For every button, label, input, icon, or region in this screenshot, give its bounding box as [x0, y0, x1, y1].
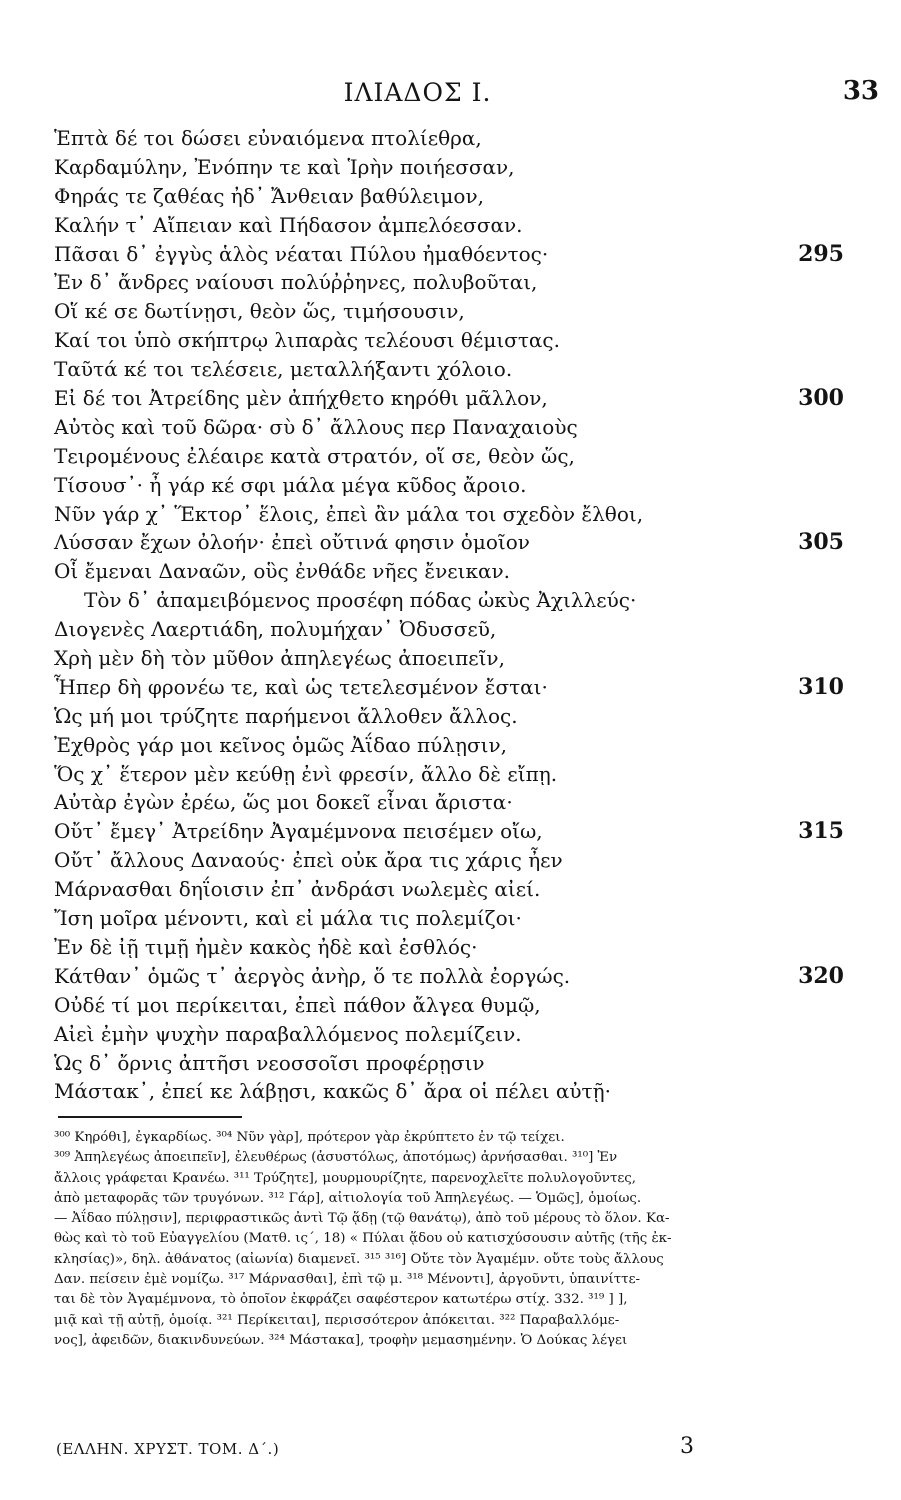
verse-line — [54, 644, 844, 673]
running-title: ΙΛΙΑΔΟΣ Ι. — [343, 78, 492, 107]
verse-text: Νῦν γάρ χ᾽ Ἕκτορ᾽ ἕλοις, ἐπεὶ ἂν μάλα τοι σχεδὸν ἔλθοι, — [54, 501, 644, 526]
line-number: 295 — [798, 240, 844, 267]
verse-line — [54, 557, 844, 586]
verse-line — [54, 326, 844, 355]
footnote-line: μιᾷ καὶ τῇ αὐτῇ, ὁμοίᾳ. ³²¹ Περίκειται], περισσότερον ἀπόκειται. ³²² Παραβαλλόμε- — [54, 1312, 620, 1328]
verse-line — [54, 1077, 844, 1106]
verse-line — [54, 124, 844, 153]
verse-text: Τὸν δ᾽ ἀπαμειβόμενος προσέφη πόδας ὠκὺς Ἀχιλλεύς· — [84, 588, 637, 613]
verse-text: Τίσουσ᾽· ἦ γάρ κέ σφι μάλα μέγα κῦδος ἄροιο. — [54, 472, 527, 497]
footnote-line: — Ἀΐδαο πύλῃσιν], περιφραστικῶς ἀντὶ Τῷ ᾅδῃ (τῷ θανάτῳ), ἀπὸ τοῦ μέρους τὸ ὅλον. Κα- — [54, 1211, 670, 1227]
verse-text: Πᾶσαι δ᾽ ἐγγὺς ἁλὸς νέαται Πύλου ἠμαθόεντος· — [54, 241, 549, 266]
verse-line — [54, 153, 844, 182]
verse-line — [54, 1020, 844, 1049]
verse-text: Ἑπτὰ δέ τοι δώσει εὐναιόμενα πτολίεθρα, — [54, 126, 482, 150]
verse-line — [54, 991, 844, 1020]
verse-text: Ἐν δὲ ἰῇ τιμῇ ἠμὲν κακὸς ἠδὲ καὶ ἐσθλός· — [54, 934, 478, 959]
line-number: 305 — [798, 529, 844, 556]
verse-line — [54, 500, 844, 529]
footnote-line: θὼς καὶ τὸ τοῦ Εὐαγγελίου (Ματθ. ις´, 18) « Πύλαι ᾅδου οὐ κατισχύσουσιν αὐτῆς (τῆς ἐκ- — [54, 1231, 672, 1247]
verse-line — [54, 702, 844, 731]
verse-text: Ἧπερ δὴ φρονέω τε, καὶ ὡς τετελεσμένον ἔσται· — [54, 674, 548, 699]
line-number: 300 — [798, 385, 844, 412]
verse-line — [54, 268, 844, 297]
footnote-line: ἄλλοις γράφεται Κρανέω. ³¹¹ Τρύζητε], μουρμουρίζητε, παρενοχλεῖτε πολυλογοῦντες, — [54, 1170, 637, 1186]
verse-text: Ἴση μοῖρα μένοντι, καὶ εἰ μάλα τις πολεμίζοι· — [54, 906, 522, 931]
verse-text: Καί τοι ὑπὸ σκήπτρῳ λιπαρὰς τελέουσι θέμιστας. — [54, 328, 560, 353]
printer-signature: (ΕΛΛΗΝ. ΧΡΥΣΤ. ΤΟΜ. Δ´.) — [56, 1440, 280, 1458]
verse-block — [54, 124, 844, 1106]
verse-line — [54, 615, 844, 644]
footnotes — [54, 1128, 850, 1351]
signature-mark: 3 — [680, 1434, 694, 1459]
verse-text: Αὐτὸς καὶ τοῦ δῶρα· σὺ δ᾽ ἄλλους περ Παναχαιοὺς — [54, 414, 578, 439]
footnote-line: ³⁰⁰ Κηρόθι], ἐγκαρδίως. ³⁰⁴ Νῦν γὰρ], πρότερον γὰρ ἐκρύπτετο ἐν τῷ τείχει. — [54, 1130, 565, 1145]
footnote-line: ³⁰⁹ Ἀπηλεγέως ἀποειπεῖν], ἐλευθέρως (ἀσυστόλως, ἀποτόμως) ἀρνήσασθαι. ³¹⁰] Ἐν — [54, 1150, 618, 1166]
verse-text: Διογενὲς Λαερτιάδη, πολυμήχαν᾽ Ὀδυσσεῦ, — [54, 617, 497, 642]
verse-text: Οἷ ἔμεναι Δαναῶν, οὓς ἐνθάδε νῆες ἔνεικαν. — [54, 559, 510, 584]
verse-line — [54, 817, 844, 846]
verse-text: Ἐν δ᾽ ἄνδρες ναίουσι πολύῤῥηνες, πολυβοῦται, — [54, 270, 538, 295]
verse-line — [54, 413, 844, 442]
footnote-line: ται δὲ τὸν Ἀγαμέμνονα, τὸ ὁποῖον ἐκφράζει σαφέστερον κατωτέρω στίχ. 332. ³¹⁹ ] ], — [54, 1292, 628, 1308]
verse-text: Μάστακ᾽, ἐπεί κε λάβῃσι, κακῶς δ᾽ ἄρα οἱ πέλει αὐτῇ· — [54, 1079, 611, 1104]
verse-text: Εἰ δέ τοι Ἀτρείδης μὲν ἀπήχθετο κηρόθι μᾶλλον, — [54, 386, 548, 411]
verse-line — [54, 355, 844, 384]
page-header — [52, 72, 879, 112]
verse-text: Καρδαμύλην, Ἐνόπην τε καὶ Ἱρὴν ποιήεσσαν, — [54, 154, 515, 179]
footnote-line: Δαν. πείσειν ἐμὲ νομίζω. ³¹⁷ Μάρνασθαι], ἐπὶ τῷ μ. ³¹⁸ Μένοντι], ἀργοῦντι, ὑπαινίττε- — [54, 1272, 641, 1288]
verse-line — [54, 904, 844, 933]
verse-text: Οὐδέ τί μοι περίκειται, ἐπεὶ πάθον ἄλγεα θυμῷ, — [54, 992, 541, 1017]
verse-line — [54, 297, 844, 326]
verse-line — [54, 240, 844, 269]
line-number: 320 — [798, 962, 844, 989]
verse-text: Ὡς μή μοι τρύζητε παρήμενοι ἄλλοθεν ἄλλος. — [54, 703, 518, 728]
verse-text: Ταῦτά κέ τοι τελέσειε, μεταλλήξαντι χόλοιο. — [54, 357, 513, 382]
verse-text: Λύσσαν ἔχων ὀλοήν· ἐπεὶ οὔτινά φησιν ὁμοῖον — [54, 530, 530, 555]
verse-line — [54, 586, 844, 615]
verse-line — [54, 384, 844, 413]
verse-line — [54, 760, 844, 789]
verse-text: Φηράς τε ζαθέας ἠδ᾽ Ἄνθειαν βαθύλειμον, — [54, 183, 484, 208]
verse-text: Μάρνασθαι δηΐοισιν ἐπ᾽ ἀνδράσι νωλεμὲς αἰεί. — [54, 877, 541, 902]
verse-line — [54, 788, 844, 817]
footnote-line: νος], ἀφειδῶν, διακινδυνεύων. ³²⁴ Μάστακα], τροφὴν μεμασημένην. Ὁ Δούκας λέγει — [54, 1332, 628, 1348]
verse-text: Ἐχθρὸς γάρ μοι κεῖνος ὁμῶς Ἀΐδαο πύλῃσιν, — [54, 732, 507, 757]
line-number: 315 — [798, 818, 844, 845]
verse-text: Ὡς δ᾽ ὄρνις ἀπτῆσι νεοσσοῖσι προφέρῃσιν — [54, 1050, 485, 1075]
verse-line — [54, 528, 844, 557]
line-number: 310 — [798, 673, 844, 700]
verse-text: Ὅς χ᾽ ἕτερον μὲν κεύθῃ ἐνὶ φρεσίν, ἄλλο δὲ εἴπῃ. — [54, 761, 558, 786]
verse-line — [54, 731, 844, 760]
verse-line — [54, 933, 844, 962]
verse-line — [54, 875, 844, 904]
verse-text: Καλήν τ᾽ Αἴπειαν καὶ Πήδασον ἀμπελόεσσαν. — [54, 212, 523, 237]
footnote-line: ἀπὸ μεταφορᾶς τῶν τρυγόνων. ³¹² Γάρ], αἰτιολογία τοῦ Ἀπηλεγέως. — Ὁμῶς], ὁμοίως. — [54, 1190, 642, 1206]
verse-text: Τειρομένους ἐλέαιρε κατὰ στρατόν, οἵ σε, θεὸν ὥς, — [54, 443, 575, 468]
verse-line — [54, 211, 844, 240]
verse-line — [54, 673, 844, 702]
verse-line — [54, 471, 844, 500]
verse-line — [54, 962, 844, 991]
verse-line — [54, 442, 844, 471]
verse-text: Αἰεὶ ἐμὴν ψυχὴν παραβαλλόμενος πολεμίζειν. — [54, 1021, 522, 1046]
verse-text: Οὔτ᾽ ἔμεγ᾽ Ἀτρείδην Ἀγαμέμνονα πεισέμεν οἴω, — [54, 819, 543, 844]
verse-line — [54, 1049, 844, 1078]
footnote-divider — [58, 1116, 242, 1118]
verse-line — [54, 846, 844, 875]
verse-text: Οὔτ᾽ ἄλλους Δαναούς· ἐπεὶ οὐκ ἄρα τις χάρις ἦεν — [54, 848, 563, 873]
verse-text: Κάτθαν᾽ ὁμῶς τ᾽ ἀεργὸς ἀνὴρ, ὅ τε πολλὰ ἐοργώς. — [54, 963, 571, 988]
verse-text: Αὐτὰρ ἐγὼν ἐρέω, ὥς μοι δοκεῖ εἶναι ἄριστα· — [54, 790, 513, 815]
footnote-line: κλησίας)», δηλ. ἀθάνατος (αἰωνία) διαμενεῖ. ³¹⁵ ³¹⁶] Οὔτε τὸν Ἀγαμέμν. οὔτε τοὺς ἄλλους — [54, 1251, 664, 1267]
page-number: 33 — [842, 76, 879, 106]
verse-text: Χρὴ μὲν δὴ τὸν μῦθον ἀπηλεγέως ἀποειπεῖν, — [54, 646, 505, 671]
verse-text: Οἵ κέ σε δωτίνῃσι, θεὸν ὥς, τιμήσουσιν, — [54, 299, 465, 324]
verse-line — [54, 182, 844, 211]
page-footer — [56, 1434, 841, 1470]
